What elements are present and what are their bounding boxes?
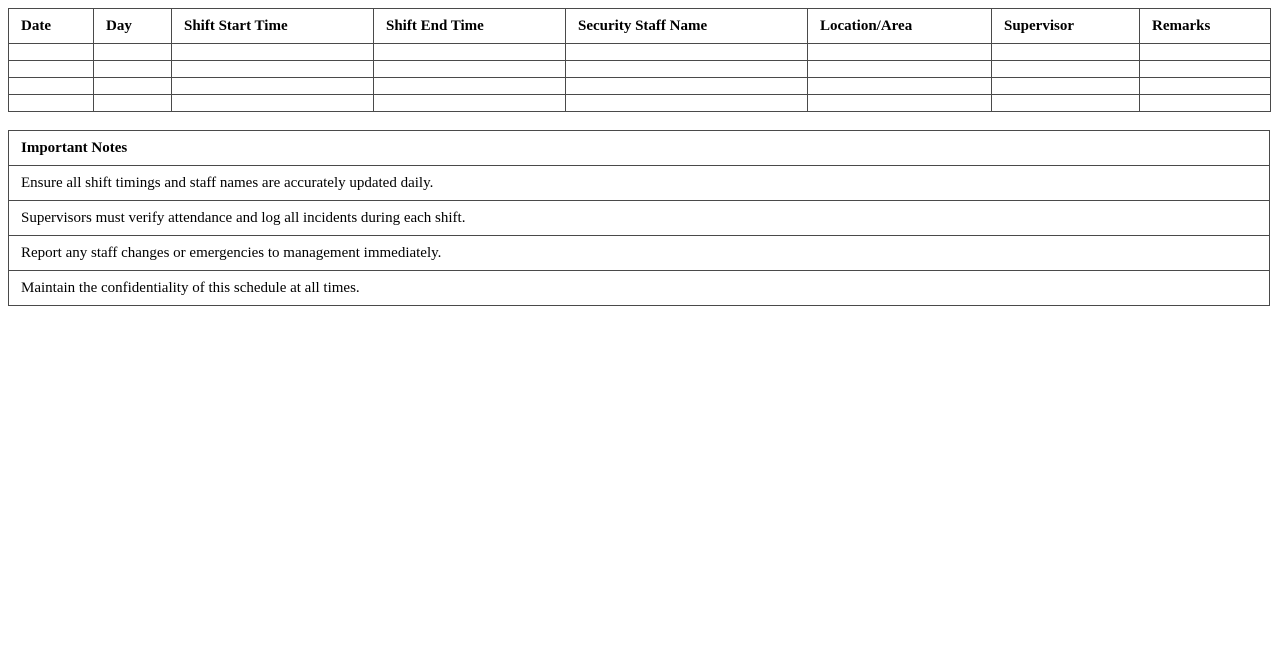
column-header-supervisor: Supervisor (992, 9, 1140, 44)
column-header-security-staff-name: Security Staff Name (566, 9, 808, 44)
notes-heading: Important Notes (9, 131, 1270, 166)
table-row (9, 44, 1271, 61)
list-item (9, 201, 1270, 236)
table-cell[interactable] (1140, 61, 1271, 78)
table-row (9, 95, 1271, 112)
table-row (9, 61, 1271, 78)
table-cell[interactable] (94, 95, 172, 112)
table-cell[interactable] (172, 95, 374, 112)
table-cell[interactable] (374, 95, 566, 112)
column-header-date: Date (9, 9, 94, 44)
table-cell[interactable] (808, 78, 992, 95)
list-item (9, 166, 1270, 201)
note-text: Supervisors must verify attendance and log all incidents during each shift. (9, 201, 1270, 236)
table-cell[interactable] (172, 44, 374, 61)
table-row (9, 78, 1271, 95)
table-cell[interactable] (94, 44, 172, 61)
table-cell[interactable] (992, 78, 1140, 95)
note-text: Maintain the confidentiality of this schedule at all times. (9, 271, 1270, 306)
note-text: Ensure all shift timings and staff names are accurately updated daily. (9, 166, 1270, 201)
table-cell[interactable] (808, 44, 992, 61)
table-cell[interactable] (566, 78, 808, 95)
table-cell[interactable] (172, 61, 374, 78)
table-cell[interactable] (94, 61, 172, 78)
column-header-shift-end-time: Shift End Time (374, 9, 566, 44)
table-cell[interactable] (992, 95, 1140, 112)
shift-schedule-table (8, 8, 1271, 112)
table-cell[interactable] (9, 95, 94, 112)
column-header-location-area: Location/Area (808, 9, 992, 44)
table-cell[interactable] (374, 61, 566, 78)
table-cell[interactable] (808, 95, 992, 112)
table-cell[interactable] (9, 44, 94, 61)
important-notes-table (8, 130, 1270, 306)
column-header-shift-start-time: Shift Start Time (172, 9, 374, 44)
column-header-day: Day (94, 9, 172, 44)
table-cell[interactable] (1140, 44, 1271, 61)
list-item (9, 271, 1270, 306)
table-cell[interactable] (9, 61, 94, 78)
table-cell[interactable] (808, 61, 992, 78)
table-header-row (9, 9, 1271, 44)
table-cell[interactable] (1140, 95, 1271, 112)
table-cell[interactable] (992, 44, 1140, 61)
table-cell[interactable] (566, 95, 808, 112)
notes-header-row (9, 131, 1270, 166)
table-cell[interactable] (94, 78, 172, 95)
table-cell[interactable] (374, 78, 566, 95)
table-cell[interactable] (9, 78, 94, 95)
table-cell[interactable] (566, 61, 808, 78)
list-item (9, 236, 1270, 271)
note-text: Report any staff changes or emergencies to management immediately. (9, 236, 1270, 271)
column-header-remarks: Remarks (1140, 9, 1271, 44)
table-cell[interactable] (992, 61, 1140, 78)
table-cell[interactable] (172, 78, 374, 95)
table-cell[interactable] (566, 44, 808, 61)
table-cell[interactable] (374, 44, 566, 61)
table-cell[interactable] (1140, 78, 1271, 95)
